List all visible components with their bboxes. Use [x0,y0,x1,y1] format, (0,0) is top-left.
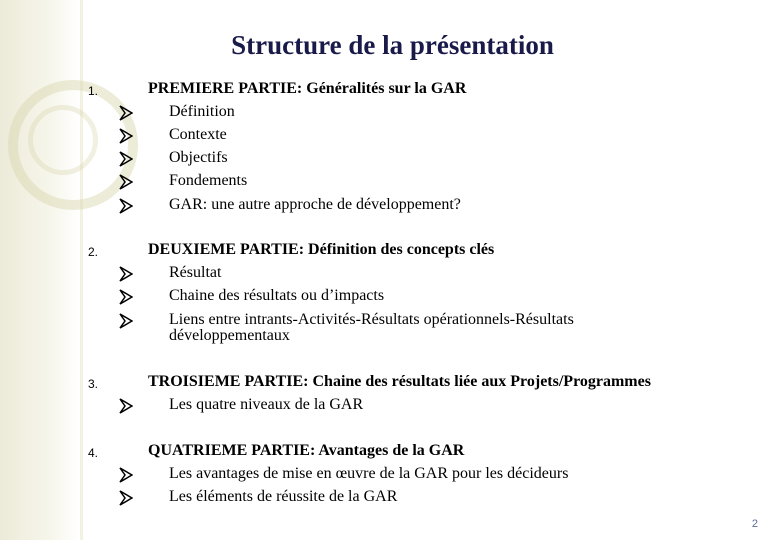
arrow-bullet-icon [119,289,133,305]
list-item-text: Fondements [169,172,248,189]
arrow-bullet-icon [119,490,133,506]
list-item-text: Contexte [169,126,227,143]
list-item [0,102,780,125]
list-item [0,286,780,309]
section-heading: TROISIEME PARTIE: Chaine des résultats liée aux Projets/Programmes [148,373,651,390]
list-item-text: Objectifs [169,149,228,166]
list-item [0,263,780,286]
list-item-text: Les éléments de réussite de la GAR [169,488,398,505]
section-number: 2. [88,245,99,259]
list-item [0,148,780,171]
list-item [0,171,780,194]
list-item [0,195,780,218]
list-item-text: Définition [169,103,235,120]
list-item-text: Liens entre intrants-Activités-Résultats opérationnels-Résultats développementaux [169,311,574,344]
arrow-bullet-icon [119,467,133,483]
arrow-bullet-icon [119,174,133,190]
list-item [0,464,780,487]
arrow-bullet-icon [119,151,133,167]
arrow-bullet-icon [119,105,133,121]
section-number: 1. [88,84,99,98]
list-item [0,310,780,346]
list-item-text: GAR: une autre approche de développement? [169,196,461,213]
arrow-bullet-icon [119,198,133,214]
list-item [0,125,780,148]
list-item-text: Les quatre niveaux de la GAR [169,396,364,413]
list-item-text: Résultat [169,264,222,281]
section-number: 3. [88,377,99,391]
list-item [0,487,780,510]
arrow-bullet-icon [119,266,133,282]
arrow-bullet-icon [119,313,133,329]
arrow-bullet-icon [119,128,133,144]
slide-title: Structure de la présentation [231,30,554,60]
section-heading: DEUXIEME PARTIE: Définition des concepts clés [148,241,495,258]
list-item-text: Les avantages de mise en œuvre de la GAR pour les décideurs [169,465,569,482]
page-number: 2 [751,518,758,530]
list-item [0,395,780,418]
section-heading: PREMIERE PARTIE: Généralités sur la GAR [148,80,467,97]
arrow-bullet-icon [119,398,133,414]
list-item-text: Chaine des résultats ou d’impacts [169,287,385,304]
section-heading: QUATRIEME PARTIE: Avantages de la GAR [148,442,465,459]
section-number: 4. [88,446,99,460]
